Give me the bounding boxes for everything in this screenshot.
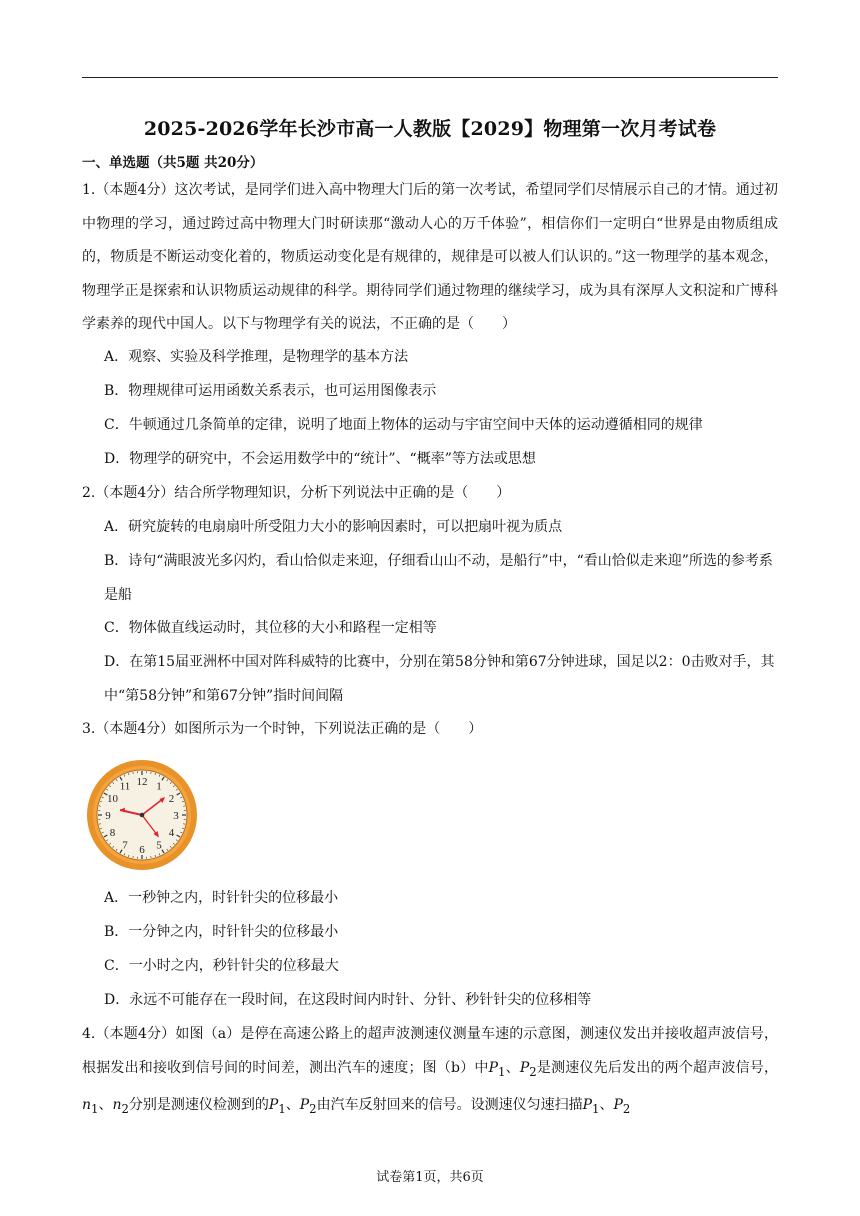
question-2-text: 2.（本题4分）结合所学物理知识，分析下列说法中正确的是（ ） xyxy=(82,485,511,501)
symbol-n2: n xyxy=(112,1096,122,1113)
symbol-p1-sub: 1 xyxy=(498,1064,506,1079)
clock-number: 6 xyxy=(139,844,145,856)
clock-number: 4 xyxy=(168,827,175,839)
question-3-option-d: D．永远不可能存在一段时间，在这段时间内时针、分针、秒针针尖的位移相等 xyxy=(104,992,592,1008)
question-4-text-d: 由汽车反射回来的信号。设测速仪匀速扫描 xyxy=(316,1096,583,1113)
separator: 、 xyxy=(505,1059,520,1076)
symbol-p1-sub: 1 xyxy=(278,1101,286,1116)
question-3-option-b: B．一分钟之内，时针针尖的位移最小 xyxy=(104,924,339,940)
symbol-n1: n xyxy=(82,1096,92,1113)
question-1-text: 1.（本题4分）这次考试，是同学们进入高中物理大门后的第一次考试，希望同学们尽情展示自己的才情。通过初中物理的学习，通过跨过高中物理大门时研读那“激动人心的万千体验”，相信你们一定明白“世界是由物质组成的，物质是不断运动变化着的，物质运动变化是有规律的，规律是可以被人们认识的。”这一物理学的基本观念，物理学正是探索和认识物质运动规律的科学。期待同学们通过物理的继续学习，成为具有深厚人文积淀和广博科学素养的现代中国人。以下与物理学有关的说法，不正确的是（ ） xyxy=(82,182,778,332)
question-2-option-a: A．研究旋转的电扇扇叶所受阻力大小的影响因素时，可以把扇叶视为质点 xyxy=(104,519,563,535)
question-3-option-a: A．一秒钟之内，时针针尖的位移最小 xyxy=(104,890,339,906)
separator: 、 xyxy=(98,1096,113,1113)
clock-center xyxy=(140,813,145,818)
clock-number: 10 xyxy=(107,793,119,805)
clock-figure xyxy=(84,758,202,872)
question-2-option-d: D．在第15届亚洲杯中国对阵科威特的比赛中，分别在第58分钟和第67分钟进球，国足以2：0击败对手，其中“第58分钟”和第67分钟”指时间间隔 xyxy=(104,654,775,704)
question-1-option-c: C．牛顿通过几条简单的定律，说明了地面上物体的运动与宇宙空间中天体的运动遵循相同的规律 xyxy=(104,417,703,433)
clock-number: 9 xyxy=(105,810,111,822)
question-3-option-c: C．一小时之内，秒针针尖的位移最大 xyxy=(104,958,339,974)
question-4-text-b: 是测速仪先后发出的两个超声波信号， xyxy=(536,1059,778,1076)
question-3-text: 3.（本题4分）如图所示为一个时钟，下列说法正确的是（ ） xyxy=(82,721,483,737)
clock-number: 11 xyxy=(119,780,131,793)
clock-number: 1 xyxy=(156,780,162,793)
page-footer: 试卷第1页，共6页 xyxy=(376,1170,484,1185)
symbol-p1: P xyxy=(268,1096,279,1113)
symbol-n2-sub: 2 xyxy=(121,1101,129,1116)
question-1-option-b: B．物理规律可运用函数关系表示，也可运用图像表示 xyxy=(104,383,437,399)
symbol-p2-sub: 2 xyxy=(309,1101,317,1116)
question-4-text xyxy=(82,1018,778,1126)
question-1-option-a: A．观察、实验及科学推理，是物理学的基本方法 xyxy=(104,349,409,365)
symbol-p2: P xyxy=(299,1096,310,1113)
symbol-p1-sub: 1 xyxy=(592,1101,600,1116)
top-rule xyxy=(82,77,778,78)
clock-number: 8 xyxy=(109,827,116,839)
clock-number: 7 xyxy=(122,839,128,852)
question-2-option-c: C．物体做直线运动时，其位移的大小和路程一定相等 xyxy=(104,620,437,636)
section-heading: 一、单选题（共5题 共20分） xyxy=(82,155,264,171)
question-4-text-a: 4.（本题4分）如图（a）是停在高速公路上的超声波测速仪测量车速的示意图，测速仪发出并接收超声波信号，根据发出和接收到信号间的时间差，测出汽车的速度；图（b）中 xyxy=(82,1026,778,1076)
question-2-option-b: B．诗句“满眼波光多闪灼，看山恰似走来迎，仔细看山山不动，是船行”中，“看山恰似走来迎”所选的参考系是船 xyxy=(104,553,773,603)
symbol-p2-sub: 2 xyxy=(622,1101,631,1116)
separator: 、 xyxy=(599,1096,614,1113)
clock-number: 12 xyxy=(136,776,148,788)
symbol-p1: P xyxy=(488,1059,499,1076)
clock-number: 3 xyxy=(173,810,179,822)
symbol-n1-sub: 1 xyxy=(91,1101,99,1116)
question-4-text-c: 分别是测速仪检测到的 xyxy=(128,1096,269,1113)
symbol-p1: P xyxy=(582,1096,593,1113)
page-title: 2025-2026学年长沙市高一人教版【2029】物理第一次月考试卷 xyxy=(143,118,717,140)
symbol-p2-sub: 2 xyxy=(529,1064,537,1079)
symbol-p2: P xyxy=(613,1096,623,1113)
clock-number: 5 xyxy=(156,839,162,852)
question-1-option-d: D．物理学的研究中，不会运用数学中的“统计”、“概率”等方法或思想 xyxy=(104,451,536,467)
symbol-p2: P xyxy=(519,1059,530,1076)
separator: 、 xyxy=(285,1096,300,1113)
clock-number: 2 xyxy=(168,793,175,805)
